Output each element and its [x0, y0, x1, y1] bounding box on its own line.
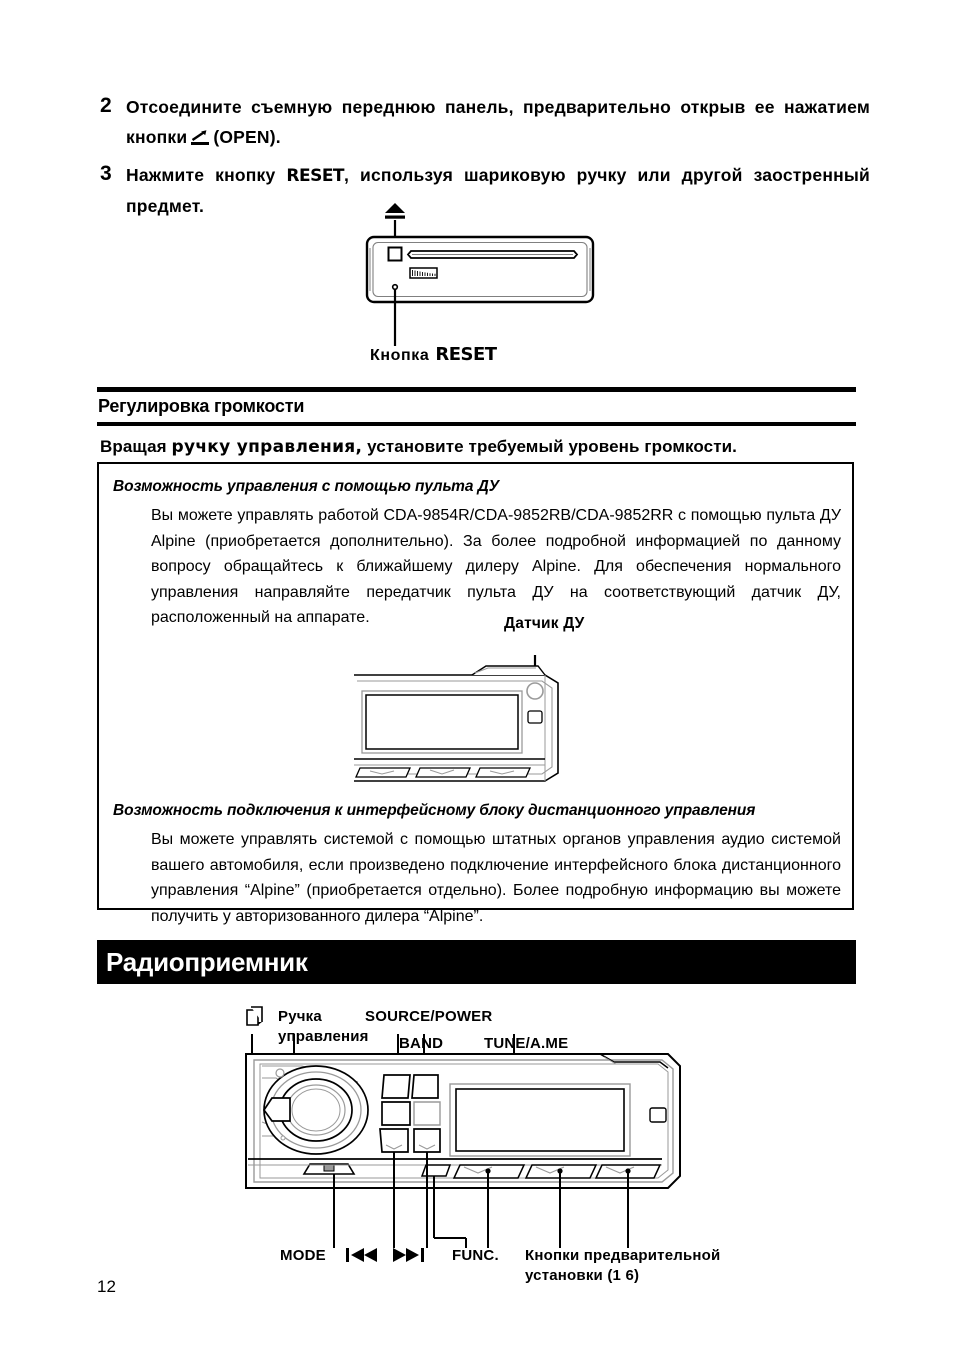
- side-port: [650, 1108, 666, 1122]
- volume-section-heading: [97, 387, 856, 426]
- label-band: BAND: [399, 1035, 444, 1052]
- band-button: [412, 1075, 438, 1098]
- display-window: [456, 1089, 624, 1151]
- figure-reset-caption-prefix: Кнопка: [370, 347, 430, 364]
- info-block1-body: Вы можете управлять работой CDA-9854R/CDA-9852RB/CDA-9852RR с помощью пульта ДУ Alpine (приобретается дополнительно). За более подробной информацией по данному вопросу обращайтесь к ближайшему дилеру Alpine. Для обеспечения нормального управления направляйте передатчик пульта ДУ на соответствующий датчик ДУ, расположенный на аппарате.: [151, 507, 841, 626]
- cluster-button-mid-right: [414, 1102, 440, 1125]
- heading-rule-bottom: [97, 422, 856, 426]
- preset-buttons-row: [356, 768, 530, 777]
- step-2-text-a: Отсоедините съемную переднюю панель, предварительно открыв ее нажатием кнопки: [126, 97, 870, 147]
- display-window: [366, 695, 518, 749]
- remote-sensor: [527, 683, 543, 699]
- label-presets-line2: установки (1 6): [525, 1267, 640, 1284]
- info-block1-title: Возможность управления с помощью пульта ДУ: [113, 478, 500, 495]
- volume-instruction-a: Вращая: [100, 437, 167, 456]
- volume-instruction-b: установите требуемый уровень громкости.: [367, 437, 737, 456]
- step-3-number: 3: [100, 162, 112, 185]
- label-tune: TUNE/A.ME: [484, 1035, 569, 1052]
- knob-led: [276, 1069, 284, 1077]
- radio-section-banner-title: Радиоприемник: [106, 947, 308, 977]
- volume-instruction: [100, 437, 737, 457]
- eject-button: [389, 248, 402, 261]
- label-source-power: SOURCE/POWER: [365, 1008, 493, 1025]
- volume-section-heading-text: Регулировка громкости: [98, 396, 305, 416]
- radio-section-banner: [97, 940, 856, 984]
- step-2-number: 2: [100, 94, 112, 117]
- figure-remote-sensor: [352, 655, 602, 795]
- step-3-reset-emphasis: RESET: [286, 166, 345, 186]
- step-2-text: [126, 92, 870, 152]
- info-block2-title: Возможность подключения к интерфейсному блоку дистанционного управления: [113, 802, 756, 819]
- step-2: [100, 92, 870, 152]
- cd-slot-icon: [408, 251, 577, 258]
- label-func: FUNC.: [452, 1247, 499, 1264]
- side-port: [528, 711, 542, 723]
- page-number: 12: [97, 1277, 116, 1296]
- label-knob-line1: Ручка: [278, 1008, 322, 1025]
- label-mode: MODE: [280, 1247, 326, 1264]
- remote-sensor-caption: Датчик ДУ: [504, 615, 585, 632]
- figure-reset-caption-emphasis: RESET: [435, 344, 497, 365]
- source-power-button: [382, 1075, 410, 1098]
- step-3-text-a: Нажмите кнопку: [126, 165, 276, 185]
- figure-radio-faceplate: [238, 1026, 688, 1261]
- logo-plate: [410, 268, 437, 278]
- volume-instruction-emphasis: ручку управления,: [171, 437, 363, 457]
- info-block2-body: Вы можете управлять системой с помощью штатных органов управления аудио системой вашего автомобиля, если произведено подключение интерфейсного блока дистанционного управления “Alpine” (приобретается отдельно). Более подробную информацию вы можете получить у авторизованного дилера “Alpine”.: [151, 831, 841, 925]
- open-tilt-icon: [190, 129, 210, 145]
- open-tilt-icon-arrow: [192, 130, 207, 141]
- figure-reset-caption: [370, 344, 497, 365]
- step-3-text-b: , используя шариковую ручку или другой заостренный предмет.: [126, 165, 871, 216]
- knob-dot: [281, 1136, 285, 1140]
- label-presets-line1: Кнопки предварительной: [525, 1247, 721, 1264]
- open-tilt-icon-bar: [191, 142, 209, 145]
- reset-pinhole: [393, 285, 398, 290]
- label-knob-line2: управления: [278, 1028, 369, 1045]
- step-2-text-b: (OPEN).: [213, 127, 281, 147]
- tune-button: [382, 1102, 410, 1125]
- faceplate-top-bevel: [472, 666, 545, 675]
- eject-triangle-icon: [385, 203, 405, 219]
